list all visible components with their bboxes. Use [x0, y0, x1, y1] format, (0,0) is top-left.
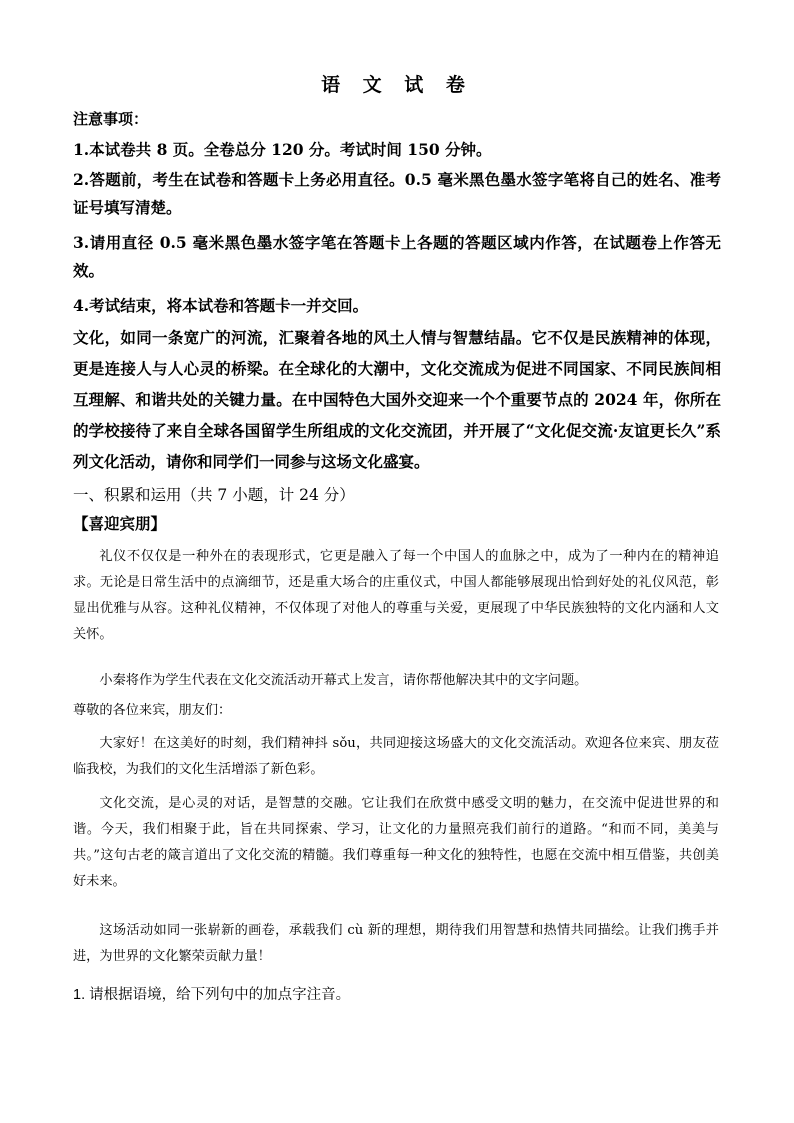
subsection-title: 【喜迎宾朋】 [73, 514, 167, 533]
notice-item-4: 4.考试结束，将本试卷和答题卡一并交回。 [73, 296, 369, 315]
notice-item-1: 1.本试卷共 8 页。全卷总分 120 分。考试时间 150 分钟。 [73, 140, 492, 159]
notice-heading: 注意事项： [73, 110, 149, 128]
section-title: 一、积累和运用（共 7 小题，计 24 分） [73, 486, 355, 504]
passage-paragraph-2: 小秦将作为学生代表在文化交流活动开幕式上发言，请你帮他解决其中的文字问题。 [99, 673, 588, 688]
page-title: 语 文 试 卷 [321, 74, 473, 96]
passage-paragraph-1: 礼仪不仅仅是一种外在的表现形式，它更是融入了每一个中国人的血脉之中，成为了一种内在的精神追求。无论是日常生活中的点滴细节，还是重大场合的庄重仪式，中国人都能够展现出恰到好处的礼仪风范，彰显出优雅与从容。这种礼仪精神，不仅体现了对他人的尊重与关爱，更展现了中华民族独特的文化内涵和人文关怀。 [73, 549, 719, 642]
intro-paragraph: 文化，如同一条宽广的河流，汇聚着各地的风土人情与智慧结晶。它不仅是民族精神的体现，更是连接人与人心灵的桥梁。在全球化的大潮中，文化交流成为促进不同国家、不同民族间相互理解、和谐共处的关键力量。在中国特色大国外交迎来一个个重要节点的 2024 年，你所在的学校接待了来自全球各国留学生所组成的文化交流团，并开展了“文化促交流·友谊更长久”系列文化活动，请你和同学们一同参与这场文化盛宴。 [73, 328, 721, 471]
passage-paragraph-5: 文化交流，是心灵的对话，是智慧的交融。它让我们在欣赏中感受文明的魅力，在交流中促进世界的和谐。今天，我们相聚于此，旨在共同探索、学习，让文化的力量照亮我们前行的道路。“和而不同，美美与共。”这句古老的箴言道出了文化交流的精髓。我们尊重每一种文化的独特性，也愿在交流中相互借鉴，共创美好未来。 [73, 796, 719, 889]
passage-salutation: 尊敬的各位来宾，朋友们： [73, 703, 232, 718]
passage-paragraph-6: 这场活动如同一张崭新的画卷，承载我们 cù 新的理想，期待我们用智慧和热情共同描绘。让我们携手并进，为世界的文化繁荣贡献力量！ [73, 923, 719, 964]
notice-item-2: 2.答题前，考生在试卷和答题卡上务必用直径。0.5 毫米黑色墨水签字笔将自己的姓名、准考证号填写清楚。 [73, 170, 721, 217]
question-1: 1. 请根据语境，给下列句中的加点字注音。 [73, 987, 351, 1003]
notice-item-3: 3.请用直径 0.5 毫米黑色墨水签字笔在答题卡上各题的答题区域内作答，在试题卷上作答无效。 [73, 233, 721, 280]
passage-paragraph-4: 大家好！在这美好的时刻，我们精神抖 sǒu，共同迎接这场盛大的文化交流活动。欢迎各位来宾、朋友莅临我校，为我们的文化生活增添了新色彩。 [73, 736, 719, 777]
